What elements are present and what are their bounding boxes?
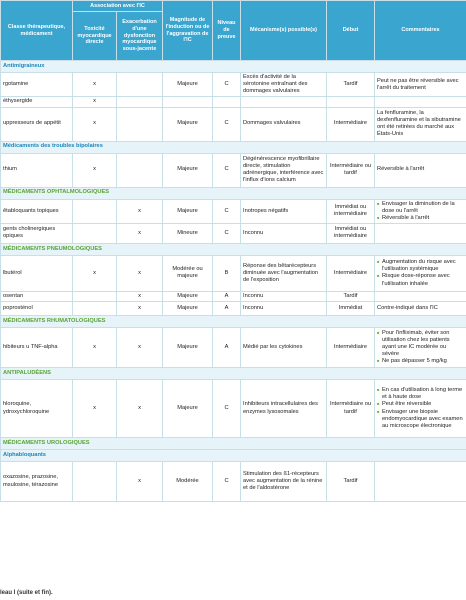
drug-name: poprosténol — [1, 302, 73, 316]
comment-cell: Réversible à l'arrêt — [375, 153, 466, 187]
section-header — [1, 450, 466, 462]
magnitude-cell: Mineure — [163, 223, 213, 243]
comment-cell — [375, 328, 466, 368]
exacerbation-cell: x — [117, 380, 163, 438]
section-header — [1, 61, 466, 73]
drug-name: hibiteurs u TNF-alpha — [1, 328, 73, 368]
evidence-level-cell: C — [213, 199, 241, 223]
section-title: ANTIPALUDÉENS — [1, 368, 466, 380]
mechanism-cell: Excès d'activité de la sérotonine entraînant des dommages valvulaires — [241, 73, 327, 97]
comment-list — [377, 387, 464, 430]
comment-bullet: ■ Envisager la diminution de la dose ou l'arrêt — [377, 201, 464, 215]
header-mechanism: Mécanisme(s) possible(s) — [241, 1, 327, 61]
section-header — [1, 243, 466, 255]
evidence-level-cell: C — [213, 462, 241, 502]
section-title: MÉDICAMENTS OPHTALMOLOGIQUES — [1, 187, 466, 199]
table-row — [1, 199, 466, 223]
direct-toxicity-cell: x — [73, 97, 117, 107]
header-group-ic: Association avec l'IC — [73, 1, 163, 12]
onset-cell: Tardif — [327, 462, 375, 502]
section-header — [1, 141, 466, 153]
table-row — [1, 302, 466, 316]
direct-toxicity-cell — [73, 291, 117, 301]
exacerbation-cell: x — [117, 199, 163, 223]
drug-name: oxazosine, prazosine, msulosine, térazosine — [1, 462, 73, 502]
exacerbation-cell — [117, 107, 163, 141]
mechanism-cell: Dégénérescence myofibrillaire directe, stimulation adrénergique, interférence avec l'influx d'ions calcium — [241, 153, 327, 187]
section-header — [1, 368, 466, 380]
section-title: MÉDICAMENTS PNEUMOLOGIQUES — [1, 243, 466, 255]
onset-cell: Intermédiaire ou tardif — [327, 153, 375, 187]
mechanism-cell: Inconnu — [241, 291, 327, 301]
evidence-level-cell: C — [213, 153, 241, 187]
comment-cell: Contre-indiqué dans l'IC — [375, 302, 466, 316]
drug-name: êtabloquants topiques — [1, 199, 73, 223]
onset-cell: Immédiat ou intermédiaire — [327, 199, 375, 223]
mechanism-cell: Stimulation des ß1-récepteurs avec augmentation de la rénine et de l'aldostérone — [241, 462, 327, 502]
direct-toxicity-cell: x — [73, 380, 117, 438]
direct-toxicity-cell — [73, 223, 117, 243]
direct-toxicity-cell — [73, 462, 117, 502]
magnitude-cell: Majeure — [163, 302, 213, 316]
table-row — [1, 97, 466, 107]
onset-cell: Intermédiaire — [327, 255, 375, 291]
header-comments: Commentaires — [375, 1, 466, 61]
magnitude-cell: Majeure — [163, 199, 213, 223]
onset-cell: Intermédiaire ou tardif — [327, 380, 375, 438]
direct-toxicity-cell — [73, 199, 117, 223]
table-row — [1, 291, 466, 301]
comment-list — [377, 201, 464, 222]
table-row — [1, 223, 466, 243]
header-class: Classe thérapeutique, médicament — [1, 1, 73, 61]
comment-cell — [375, 291, 466, 301]
table-caption: leau I (suite et fin). — [0, 590, 53, 596]
table-row — [1, 462, 466, 502]
table-row — [1, 328, 466, 368]
comment-cell — [375, 199, 466, 223]
table-row — [1, 73, 466, 97]
drug-name: gents cholinergiques opiques — [1, 223, 73, 243]
mechanism-cell: Inconnu — [241, 223, 327, 243]
mechanism-cell: Dommages valvulaires — [241, 107, 327, 141]
drug-name: éthysergide — [1, 97, 73, 107]
direct-toxicity-cell: x — [73, 107, 117, 141]
section-title: MÉDICAMENTS UROLOGIQUES — [1, 438, 466, 450]
evidence-level-cell: C — [213, 73, 241, 97]
mechanism-cell: Réponse des bêtarécepteurs diminuée avec l'augmentation de l'exposition — [241, 255, 327, 291]
section-header — [1, 438, 466, 450]
evidence-level-cell: C — [213, 380, 241, 438]
evidence-level-cell — [213, 97, 241, 107]
evidence-level-cell: A — [213, 291, 241, 301]
comment-cell: Peut ne pas être réversible avec l'arrêt du traitement — [375, 73, 466, 97]
onset-cell: Immédiat ou intermédiaire — [327, 223, 375, 243]
drug-name: thium — [1, 153, 73, 187]
comment-bullet: ■ Peut être réversible — [377, 401, 464, 408]
direct-toxicity-cell: x — [73, 328, 117, 368]
direct-toxicity-cell: x — [73, 255, 117, 291]
table-row — [1, 107, 466, 141]
direct-toxicity-cell: x — [73, 153, 117, 187]
section-header — [1, 187, 466, 199]
magnitude-cell: Majeure — [163, 107, 213, 141]
comment-bullet: ■ Pour l'infliximab, éviter son utilisation chez les patients ayant une IC modérée ou sévère — [377, 330, 464, 359]
evidence-level-cell: A — [213, 328, 241, 368]
table-row — [1, 380, 466, 438]
magnitude-cell: Majeure — [163, 291, 213, 301]
section-title: Alphabloquants — [1, 450, 466, 462]
magnitude-cell: Modérée ou majeure — [163, 255, 213, 291]
mechanism-cell: Médié par les cytokines — [241, 328, 327, 368]
section-header — [1, 316, 466, 328]
drug-name: rgotamine — [1, 73, 73, 97]
exacerbation-cell: x — [117, 462, 163, 502]
header-magnitude: Magnitude de l'induction ou de l'aggravation de l'IC — [163, 1, 213, 61]
evidence-level-cell: B — [213, 255, 241, 291]
exacerbation-cell — [117, 73, 163, 97]
drug-name: hloroquine, ydroxychloroquine — [1, 380, 73, 438]
exacerbation-cell: x — [117, 223, 163, 243]
table-row — [1, 153, 466, 187]
onset-cell: Tardif — [327, 73, 375, 97]
section-title: MÉDICAMENTS RHUMATOLOGIQUES — [1, 316, 466, 328]
comment-bullet: ■ Envisager une biopsie endomyocardique avec examen au microscope électronique — [377, 409, 464, 430]
header-exacerbation: Exacerbation d'une dysfonction myocardique sous-jacente — [117, 12, 163, 61]
magnitude-cell: Majeure — [163, 153, 213, 187]
section-title: Antimigraineux — [1, 61, 466, 73]
mechanism-cell: Inhibiteurs intracellulaires des enzymes lysosomales — [241, 380, 327, 438]
comment-bullet: ■ Augmentation du risque avec l'utilisation systémique — [377, 259, 464, 273]
table-body — [1, 61, 466, 502]
onset-cell — [327, 97, 375, 107]
section-title: Médicaments des troubles bipolaires — [1, 141, 466, 153]
exacerbation-cell: x — [117, 291, 163, 301]
comment-bullet: ■ Ne pas dépasser 5 mg/kg — [377, 358, 464, 365]
comment-cell — [375, 255, 466, 291]
onset-cell: Intermédiaire — [327, 328, 375, 368]
table-header — [1, 1, 466, 61]
comment-cell — [375, 223, 466, 243]
exacerbation-cell — [117, 153, 163, 187]
header-level: Niveau de preuve — [213, 1, 241, 61]
mechanism-cell — [241, 97, 327, 107]
comment-bullet: ■ En cas d'utilisation à long terme et à haute dose — [377, 387, 464, 401]
exacerbation-cell: x — [117, 255, 163, 291]
direct-toxicity-cell — [73, 302, 117, 316]
drug-name: uppresseurs de appétit — [1, 107, 73, 141]
magnitude-cell: Majeure — [163, 380, 213, 438]
exacerbation-cell: x — [117, 302, 163, 316]
drug-name: osentan — [1, 291, 73, 301]
onset-cell: Immédiat — [327, 302, 375, 316]
comment-bullet: ■ Risque dose-réponse avec l'utilisation inhalée — [377, 273, 464, 287]
comment-cell — [375, 380, 466, 438]
comment-cell: La fenfluramine, la dexfenfluramine et la sibutramine ont été retirées du marché aux États-Unis — [375, 107, 466, 141]
evidence-level-cell: C — [213, 107, 241, 141]
comment-cell — [375, 97, 466, 107]
header-onset: Début — [327, 1, 375, 61]
mechanism-cell: Inconnu — [241, 302, 327, 316]
magnitude-cell: Modérée — [163, 462, 213, 502]
exacerbation-cell: x — [117, 328, 163, 368]
magnitude-cell: Majeure — [163, 328, 213, 368]
evidence-level-cell: A — [213, 302, 241, 316]
drug-name: lbutérol — [1, 255, 73, 291]
comment-list — [377, 259, 464, 288]
header-direct-toxicity: Toxicité myocardique directe — [73, 12, 117, 61]
comment-cell — [375, 462, 466, 502]
onset-cell: Tardif — [327, 291, 375, 301]
comment-bullet: ■ Réversible à l'arrêt — [377, 215, 464, 222]
magnitude-cell — [163, 97, 213, 107]
comment-list — [377, 330, 464, 366]
direct-toxicity-cell: x — [73, 73, 117, 97]
exacerbation-cell — [117, 97, 163, 107]
table-row — [1, 255, 466, 291]
evidence-level-cell: C — [213, 223, 241, 243]
magnitude-cell: Majeure — [163, 73, 213, 97]
onset-cell: Intermédiaire — [327, 107, 375, 141]
mechanism-cell: Inotropes négatifs — [241, 199, 327, 223]
